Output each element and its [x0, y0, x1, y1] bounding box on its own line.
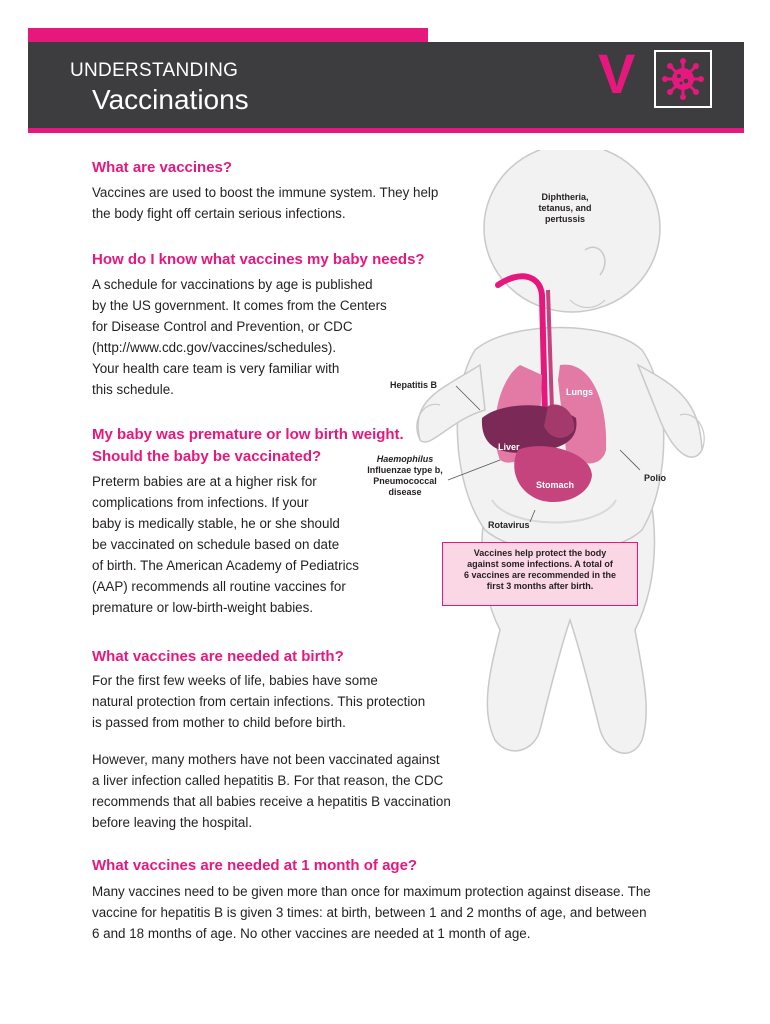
- heading-baby-needs: How do I know what vaccines my baby needs?: [92, 251, 425, 268]
- label-lungs: Lungs: [566, 387, 593, 397]
- badge-letter: V: [598, 42, 636, 105]
- label-diphtheria: Diphtheria, tetanus, and pertussis: [538, 192, 592, 224]
- heading-at-birth: What vaccines are needed at birth?: [92, 648, 344, 665]
- heading-one-month: What vaccines are needed at 1 month of age?: [92, 857, 418, 874]
- paragraph-at-birth-2: However, many mothers have not been vaccinated against a liver infection called hepatitis B. For that reason, the CDC recommends that all babies receive a hepatitis B vaccination before leaving the hospital.: [92, 752, 451, 830]
- label-liver: Liver: [498, 442, 520, 452]
- header-subtitle: UNDERSTANDING: [70, 60, 239, 81]
- paragraph-one-month: Many vaccines need to be given more than once for maximum protection against disease. The vaccine for hepatitis B is given 3 times: at birth, between 1 and 2 months of age, and between 6 and 18 months of age. No other vaccines are needed at 1 month of age.: [92, 884, 651, 941]
- header-accent-bar: [28, 28, 428, 42]
- paragraph-what-are-vaccines: Vaccines are used to boost the immune system. They help the body fight off certain serious infections.: [92, 185, 439, 221]
- heading-premature: My baby was premature or low birth weight. Should the baby be vaccinated?: [92, 426, 404, 465]
- paragraph-schedule: A schedule for vaccinations by age is published by the US government. It comes from the Centers for Disease Control and Prevention, or CDC (http://www.cdc.gov/vaccines/schedules). Your health care team is very familiar with this schedule.: [92, 277, 387, 397]
- page-title: Vaccinations: [92, 84, 249, 115]
- header-bottom-bar: [28, 128, 744, 133]
- label-hepatitis-b: Hepatitis B: [390, 380, 438, 390]
- vaccine-callout-box: Vaccines help protect the body against some infections. A total of 6 vaccines are recommended in the first 3 months after birth.: [442, 542, 638, 606]
- paragraph-premature: Preterm babies are at a higher risk for complications from infections. If your baby is medically stable, he or she should be vaccinated on schedule based on date of birth. The American Academy of Pediatrics (AAP) recommends all routine vaccines for premature or low-birth-weight babies.: [92, 474, 359, 615]
- paragraph-at-birth-1: For the first few weeks of life, babies have some natural protection from certain infections. This protection is passed from mother to child before birth.: [92, 673, 426, 730]
- label-rotavirus: Rotavirus: [488, 520, 530, 530]
- virus-icon: [654, 50, 712, 108]
- label-polio: Polio: [644, 473, 666, 483]
- label-haemophilus: Haemophilus Influenzae type b, Pneumococcal disease: [367, 454, 443, 497]
- label-stomach: Stomach: [536, 480, 575, 490]
- heading-what-are-vaccines: What are vaccines?: [92, 159, 233, 176]
